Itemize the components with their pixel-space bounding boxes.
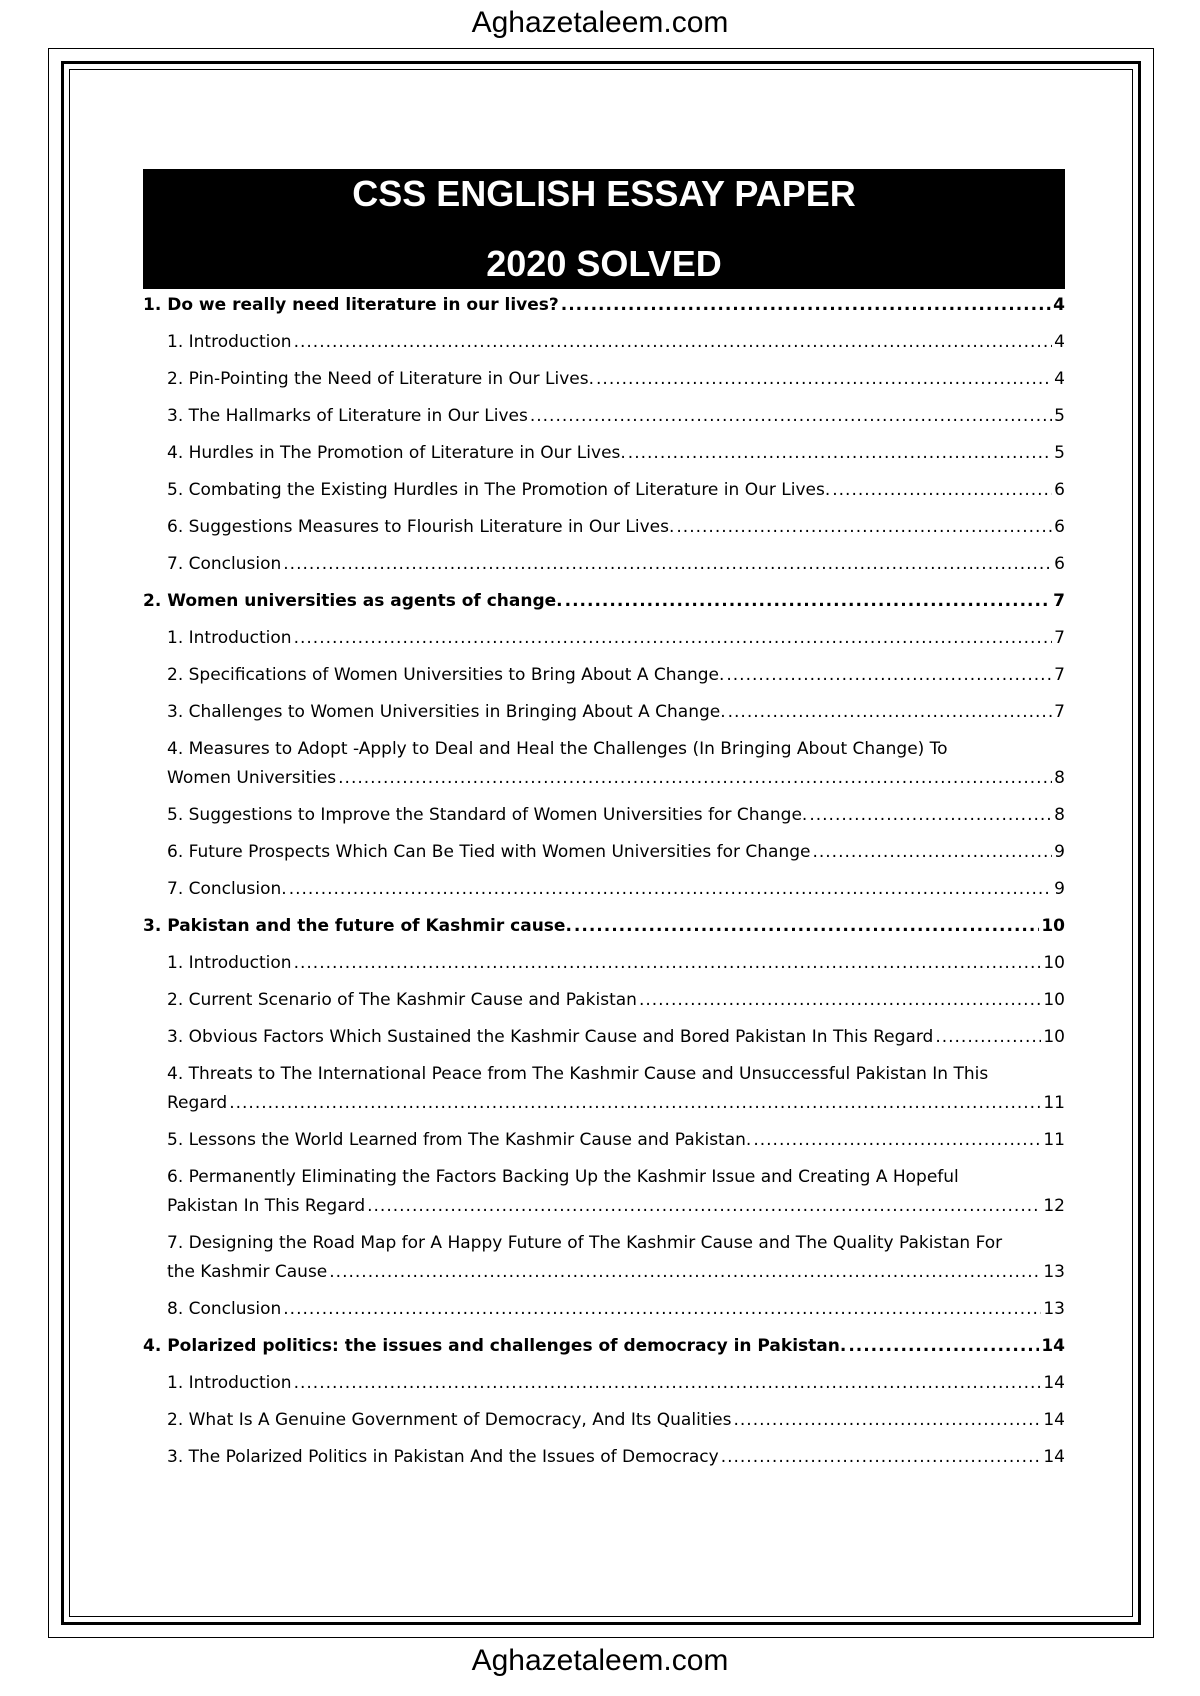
toc-section-entry[interactable]: [143, 1295, 1065, 1324]
toc-essay-entry[interactable]: [143, 291, 1065, 320]
toc-section-entry[interactable]: [143, 1060, 1065, 1118]
toc-entry-text: 1. Introduction: [167, 953, 292, 973]
toc-page-number: 14: [1041, 1336, 1065, 1356]
toc-entry-text-continued: Women Universities: [167, 768, 337, 788]
toc-entry-text: 2. What Is A Genuine Government of Democracy, And Its Qualities: [167, 1410, 732, 1430]
toc-section-entry[interactable]: [143, 838, 1065, 867]
toc-essay-entry[interactable]: [143, 587, 1065, 616]
toc-entry-text: 3. The Hallmarks of Literature in Our Lives: [167, 406, 528, 426]
toc-section-entry[interactable]: [143, 1023, 1065, 1052]
toc-page-number: 5: [1054, 406, 1065, 426]
toc-section-entry[interactable]: [143, 698, 1065, 727]
toc-entry-text-continued: Pakistan In This Regard: [167, 1196, 366, 1216]
toc-leader-dots: [639, 986, 1041, 1015]
toc-section-entry[interactable]: [143, 1163, 1065, 1221]
toc-leader-dots: [574, 912, 1039, 941]
document-title-line-2: 2020 SOLVED: [486, 243, 722, 284]
toc-page-number: 9: [1054, 842, 1065, 862]
toc-leader-dots: [229, 1089, 1041, 1118]
toc-leader-dots: [561, 291, 1051, 320]
toc-page-number: 10: [1043, 953, 1065, 973]
toc-leader-dots: [329, 1258, 1041, 1287]
toc-entry-text: 6. Suggestions Measures to Flourish Literature in Our Lives.: [167, 517, 675, 537]
toc-entry-text: 4. Hurdles in The Promotion of Literature in Our Lives.: [167, 443, 626, 463]
toc-leader-dots: [338, 764, 1052, 793]
toc-section-entry[interactable]: [143, 1126, 1065, 1155]
toc-entry-text: 2. Women universities as agents of change.: [143, 591, 563, 611]
toc-entry-text: 3. Obvious Factors Which Sustained the Kashmir Cause and Bored Pakistan In This Regard: [167, 1027, 934, 1047]
toc-section-entry[interactable]: [143, 1229, 1065, 1287]
toc-entry-text: 3. The Polarized Politics in Pakistan And the Issues of Democracy: [167, 1447, 719, 1467]
toc-page-number: 7: [1054, 665, 1065, 685]
toc-page-number: 4: [1053, 295, 1065, 315]
toc-section-entry[interactable]: [143, 1443, 1065, 1472]
toc-page-number: 4: [1054, 332, 1065, 352]
toc-section-entry[interactable]: [143, 624, 1065, 653]
toc-page-number: 10: [1043, 1027, 1065, 1047]
title-banner: [143, 169, 1065, 289]
site-header-label: Aghazetaleem.com: [471, 6, 729, 39]
toc-section-entry[interactable]: [143, 513, 1065, 542]
toc-leader-dots: [596, 365, 1052, 394]
toc-entry-text: 7. Conclusion: [167, 554, 282, 574]
toc-entry-text: 5. Combating the Existing Hurdles in The Promotion of Literature in Our Lives.: [167, 480, 831, 500]
toc-page-number: 7: [1054, 702, 1065, 722]
toc-section-entry[interactable]: [143, 402, 1065, 431]
site-footer-label: Aghazetaleem.com: [471, 1644, 729, 1677]
toc-leader-dots: [832, 476, 1052, 505]
toc-entry-text: 7. Designing the Road Map for A Happy Future of The Kashmir Cause and The Quality Pakistan For: [167, 1233, 1003, 1253]
toc-page-number: 6: [1054, 480, 1065, 500]
toc-page-number: 13: [1043, 1262, 1065, 1282]
toc-entry-text-continued: the Kashmir Cause: [167, 1262, 328, 1282]
toc-leader-dots: [734, 1406, 1042, 1435]
toc-section-entry[interactable]: [143, 1369, 1065, 1398]
toc-section-entry[interactable]: [143, 986, 1065, 1015]
toc-page-number: 7: [1054, 628, 1065, 648]
toc-essay-entry[interactable]: [143, 912, 1065, 941]
toc-leader-dots: [283, 1295, 1041, 1324]
toc-page-number: 10: [1043, 990, 1065, 1010]
toc-section-entry[interactable]: [143, 661, 1065, 690]
toc-section-entry[interactable]: [143, 1406, 1065, 1435]
toc-leader-dots: [728, 698, 1053, 727]
toc-page-number: 9: [1054, 879, 1065, 899]
toc-page-number: 13: [1043, 1299, 1065, 1319]
toc-entry-text: 1. Introduction: [167, 332, 292, 352]
toc-entry-text: 4. Polarized politics: the issues and challenges of democracy in Pakistan.: [143, 1336, 847, 1356]
toc-page-number: 12: [1043, 1196, 1065, 1216]
toc-leader-dots: [935, 1023, 1041, 1052]
toc-section-entry[interactable]: [143, 801, 1065, 830]
document-title-line-1: CSS ENGLISH ESSAY PAPER: [352, 173, 856, 214]
toc-entry-text: 1. Introduction: [167, 628, 292, 648]
toc-section-entry[interactable]: [143, 365, 1065, 394]
toc-section-entry[interactable]: [143, 949, 1065, 978]
toc-page-number: 8: [1054, 768, 1065, 788]
toc-leader-dots: [294, 1369, 1042, 1398]
toc-page-number: 6: [1054, 554, 1065, 574]
toc-leader-dots: [628, 439, 1052, 468]
toc-page-number: 14: [1043, 1410, 1065, 1430]
toc-leader-dots: [812, 838, 1052, 867]
toc-page-number: 11: [1043, 1093, 1065, 1113]
toc-entry-text: 3. Pakistan and the future of Kashmir cause.: [143, 916, 572, 936]
toc-leader-dots: [848, 1332, 1039, 1361]
toc-entry-text: 5. Lessons the World Learned from The Kashmir Cause and Pakistan.: [167, 1130, 752, 1150]
toc-leader-dots: [753, 1126, 1041, 1155]
toc-section-entry[interactable]: [143, 735, 1065, 793]
toc-entry-text: 6. Permanently Eliminating the Factors Backing Up the Kashmir Issue and Creating A Hopeful: [167, 1167, 959, 1187]
toc-entry-text: 4. Measures to Adopt -Apply to Deal and Heal the Challenges (In Bringing About Change) To: [167, 739, 948, 759]
toc-page-number: 4: [1054, 369, 1065, 389]
toc-page-number: 6: [1054, 517, 1065, 537]
toc-section-entry[interactable]: [143, 439, 1065, 468]
toc-page-number: 10: [1041, 916, 1065, 936]
toc-leader-dots: [283, 550, 1052, 579]
toc-leader-dots: [809, 801, 1052, 830]
toc-leader-dots: [726, 661, 1052, 690]
toc-page-number: 14: [1043, 1447, 1065, 1467]
toc-page-number: 14: [1043, 1373, 1065, 1393]
toc-entry-text: 1. Do we really need literature in our lives?: [143, 295, 559, 315]
toc-page-number: 5: [1054, 443, 1065, 463]
toc-leader-dots: [367, 1192, 1041, 1221]
toc-entry-text: 2. Current Scenario of The Kashmir Cause and Pakistan: [167, 990, 637, 1010]
toc-page-number: 7: [1053, 591, 1065, 611]
toc-section-entry[interactable]: [143, 476, 1065, 505]
toc-entry-text: 5. Suggestions to Improve the Standard of Women Universities for Change.: [167, 805, 808, 825]
toc-entry-text: 7. Conclusion.: [167, 879, 287, 899]
toc-section-entry[interactable]: [143, 875, 1065, 904]
toc-leader-dots: [289, 875, 1052, 904]
toc-entry-text: 2. Pin-Pointing the Need of Literature in Our Lives.: [167, 369, 595, 389]
toc-leader-dots: [294, 949, 1042, 978]
toc-page-number: 8: [1054, 805, 1065, 825]
toc-section-entry[interactable]: [143, 328, 1065, 357]
toc-entry-text: 1. Introduction: [167, 1373, 292, 1393]
toc-leader-dots: [565, 587, 1052, 616]
toc-leader-dots: [676, 513, 1052, 542]
toc-essay-entry[interactable]: [143, 1332, 1065, 1361]
toc-leader-dots: [721, 1443, 1042, 1472]
toc-entry-text-continued: Regard: [167, 1093, 228, 1113]
toc-leader-dots: [530, 402, 1052, 431]
toc-leader-dots: [294, 624, 1053, 653]
toc-section-entry[interactable]: [143, 550, 1065, 579]
toc-entry-text: 6. Future Prospects Which Can Be Tied with Women Universities for Change: [167, 842, 811, 862]
toc-leader-dots: [294, 328, 1053, 357]
toc-entry-text: 2. Specifications of Women Universities to Bring About A Change.: [167, 665, 725, 685]
toc-entry-text: 3. Challenges to Women Universities in Bringing About A Change.: [167, 702, 726, 722]
toc-entry-text: 8. Conclusion: [167, 1299, 282, 1319]
toc-page-number: 11: [1043, 1130, 1065, 1150]
toc-entry-text: 4. Threats to The International Peace from The Kashmir Cause and Unsuccessful Pakistan In This: [167, 1064, 989, 1084]
